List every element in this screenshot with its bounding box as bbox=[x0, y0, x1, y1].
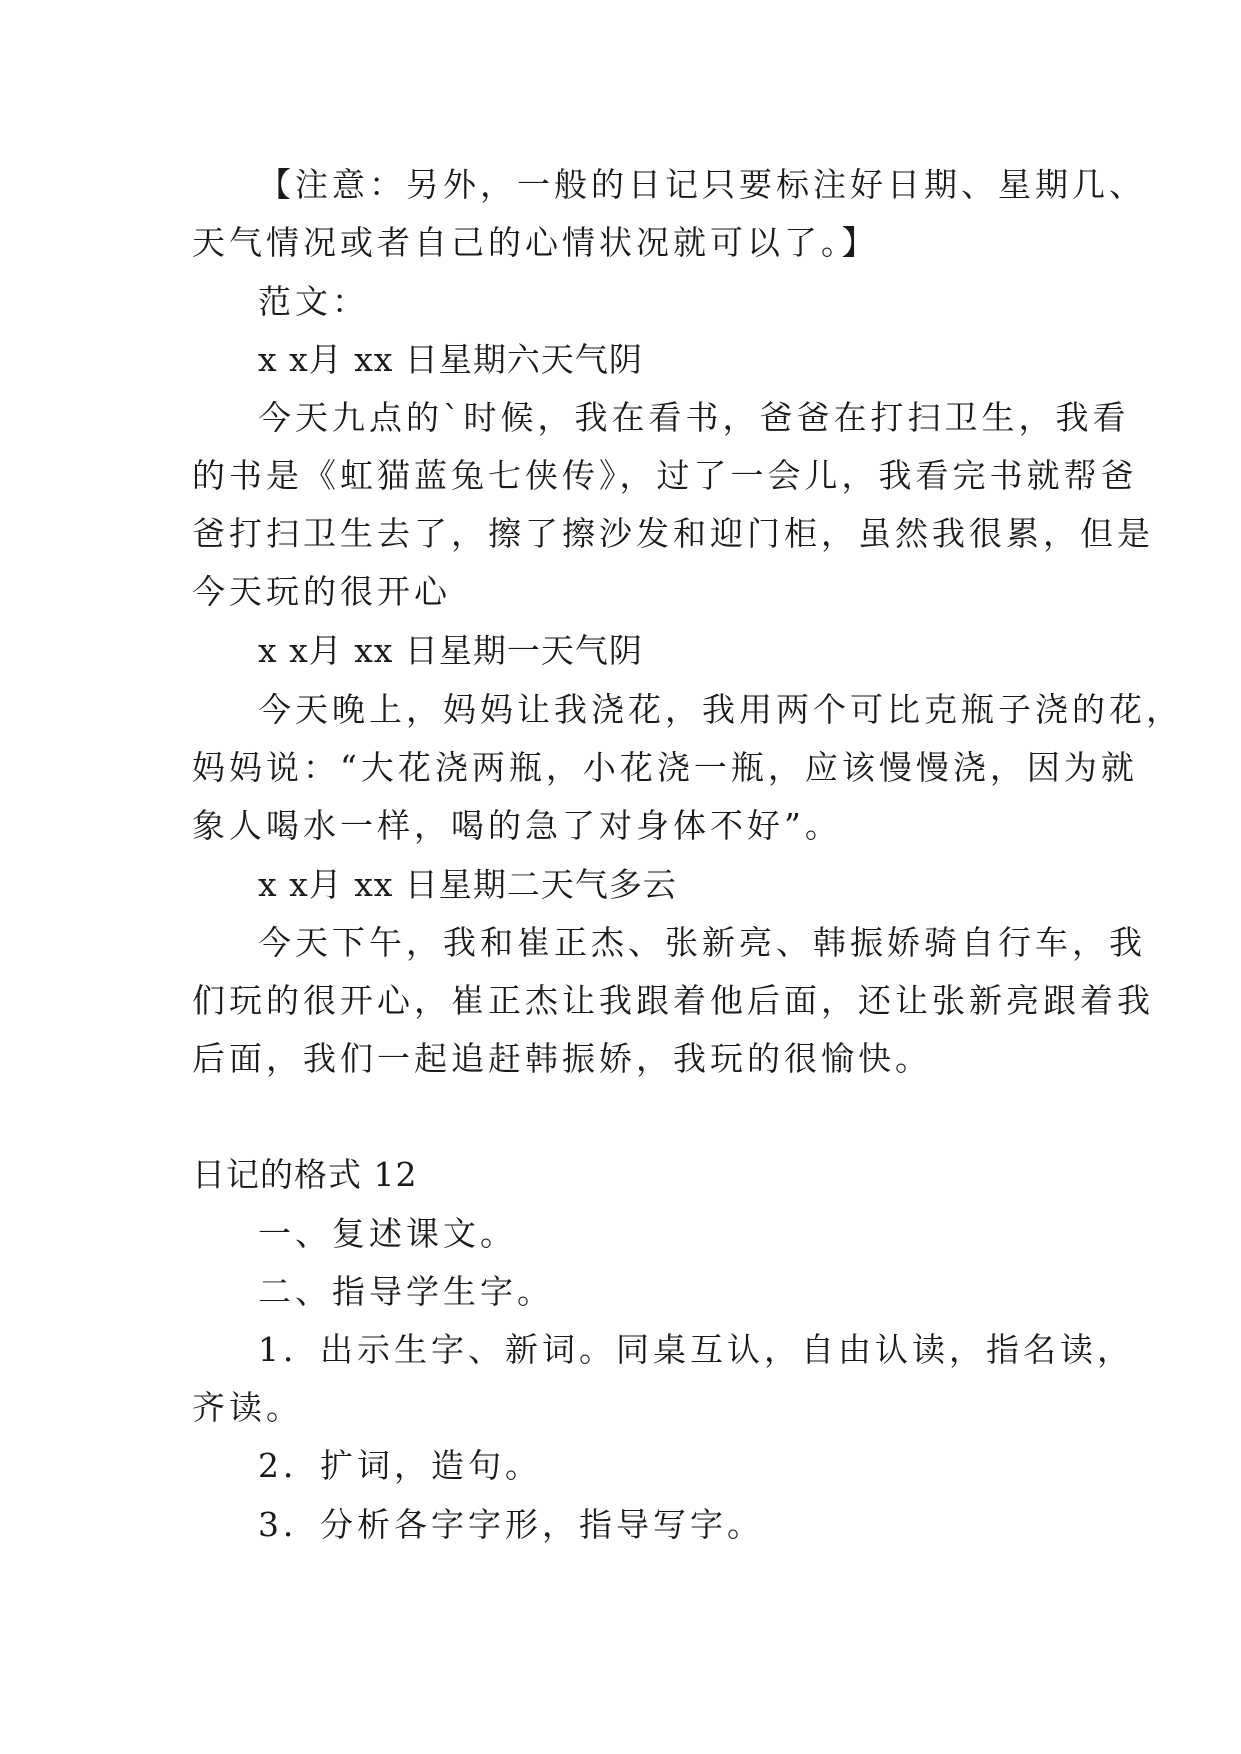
entry-3-date: x x月 xx 日星期二天气多云 bbox=[258, 865, 677, 904]
entry-1-line: 爸打扫卫生去了，擦了擦沙发和迎门柜，虽然我很累，但是 bbox=[192, 514, 1154, 553]
note-line-1: 【注意：另外，一般的日记只要标注好日期、星期几、 bbox=[258, 165, 1146, 204]
entry-3-line: 们玩的很开心，崔正杰让我跟着他后面，还让张新亮跟着我 bbox=[192, 981, 1154, 1020]
entry-2-date: x x月 xx 日星期一天气阴 bbox=[258, 631, 643, 670]
note-line-2: 天气情况或者自己的心情状况就可以了。】 bbox=[192, 223, 879, 262]
step-item: 一、复述课文。 bbox=[258, 1214, 517, 1253]
sample-label: 范文： bbox=[258, 282, 369, 321]
entry-3-line: 今天下午，我和崔正杰、张新亮、韩振娇骑自行车，我 bbox=[258, 923, 1146, 962]
step-item: 齐读。 bbox=[192, 1388, 303, 1427]
entry-3-line: 后面，我们一起追赶韩振娇，我玩的很愉快。 bbox=[192, 1039, 932, 1078]
step-item: 3．分析各字字形，指导写字。 bbox=[258, 1505, 764, 1544]
entry-1-line: 今天玩的很开心 bbox=[192, 572, 451, 611]
entry-1-line: 今天九点的`时候，我在看书，爸爸在打扫卫生，我看 bbox=[258, 398, 1130, 437]
step-item: 二、指导学生字。 bbox=[258, 1272, 554, 1311]
step-item: 2．扩词，造句。 bbox=[258, 1446, 542, 1485]
entry-2-line: 今天晚上，妈妈让我浇花，我用两个可比克瓶子浇的花， bbox=[258, 690, 1183, 729]
entry-2-line: 象人喝水一样，喝的急了对身体不好”。 bbox=[192, 806, 842, 845]
entry-1-date: x x月 xx 日星期六天气阴 bbox=[258, 340, 643, 379]
step-item: 1．出示生字、新词。同桌互认，自由认读，指名读， bbox=[258, 1330, 1134, 1369]
entry-2-line: 妈妈说：“大花浇两瓶，小花浇一瓶，应该慢慢浇，因为就 bbox=[192, 748, 1138, 787]
section-title: 日记的格式 12 bbox=[192, 1155, 418, 1194]
entry-1-line: 的书是《虹猫蓝兔七侠传》，过了一会儿，我看完书就帮爸 bbox=[192, 456, 1138, 495]
